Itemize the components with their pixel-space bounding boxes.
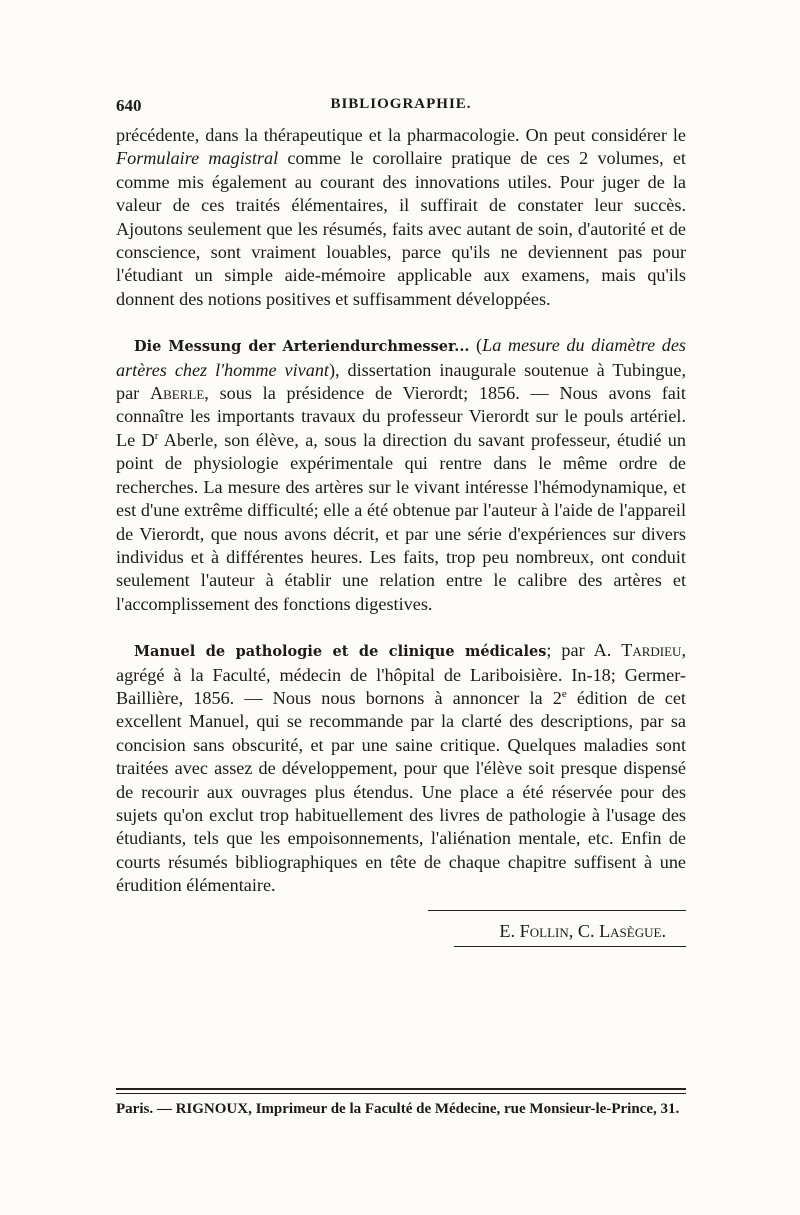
footer-rule	[116, 1088, 686, 1090]
work-title: Manuel de pathologie et de clinique médicales	[134, 643, 547, 661]
printer-imprint: Paris. — RIGNOUX, Imprimeur de la Faculté de Médecine, rue Monsieur-le-Prince, 31.	[116, 1101, 680, 1117]
signature-rule	[428, 910, 686, 911]
author-name: Aberle	[149, 383, 205, 404]
translated-title: La mesure du diamètre des artères chez l'homme vivant	[116, 335, 686, 380]
paragraph-continuation: précédente, dans la thérapeutique et la pharmacologie. On peut considérer le Formulaire magistral comme le corollaire pratique de ces 2 volumes, et comme mis également au courant des innovations utiles. Pour juger de la valeur de ces traités élémentaires, il suffirait de constater leur succès. Ajoutons seulement que les résumés, faits avec autant de soin, d'autorité et de conscience, sont vraiment louables, parce qu'ils ne deviennent pas pour l'étudiant un simple aide-mémoire applicable aux examens, mais qu'ils donnent des notions positives et suffisamment développées.	[116, 125, 686, 309]
footer-rule-thin	[116, 1093, 686, 1094]
signature-underline	[454, 946, 686, 947]
review-tardieu: Manuel de pathologie et de clinique médicales; par A. Tardieu, agrégé à la Faculté, médecin de l'hôpital de Lariboisière. In-18; Germer-Baillière, 1856. — Nous nous bornons à annoncer la 2e édition de cet excellent Manuel, qui se recommande par la clarté des descriptions, par sa concision sans obscurité, et par une saine critique. Quelques maladies sont traitées avec assez de développement, pour que l'élève soit presque dispensé de recourir aux ouvrages plus étendus. Une place a été réservée pour des sujets qu'on exclut trop habituellement des livres de pathologie à l'usage des étudiants, tels que les empoisonnements, l'aliénation mentale, etc. Enfin de courts résumés bibliographiques en tête de chaque chapitre suffisent à une érudition élémentaire.	[116, 640, 686, 896]
page	[116, 96, 686, 947]
review-aberle: Die Messung der Arteriendurchmesser... (La mesure du diamètre des artères chez l'homme vivant), dissertation inaugurale soutenue à Tubingue, par Aberle, sous la présidence de Vierordt; 1856. — Nous avons fait connaître les importants travaux du professeur Vierordt sur le pouls artériel. Le $D^r$ Aberle, son élève, a, sous la direction du savant professeur, étudié un point de physiologie expérimentale qui rentre dans le même ordre de recherches. La mesure des artères sur le vivant intéresse l'hémodynamique, et est d'une extrême difficulté; elle a été obtenue par l'auteur à l'aide de l'appareil de Vierordt, que nous avons décrit, et par une série d'expériences sur divers individus et à différentes heures. Les faits, trop peu nombreux, ont conduit seulement l'auteur à établir une relation entre le calibre des artères et l'accomplissement des fonctions digestives.	[116, 335, 686, 614]
italic-title: Formulaire magistral	[116, 148, 279, 169]
running-header	[116, 96, 686, 124]
author-name: Tardieu	[621, 640, 682, 661]
signature: E. Follin, C. Lasègue.	[499, 920, 666, 941]
page-number: 640	[116, 96, 142, 115]
work-title: Die Messung der Arteriendurchmesser...	[134, 338, 470, 356]
running-title: BIBLIOGRAPHIE.	[330, 96, 472, 112]
